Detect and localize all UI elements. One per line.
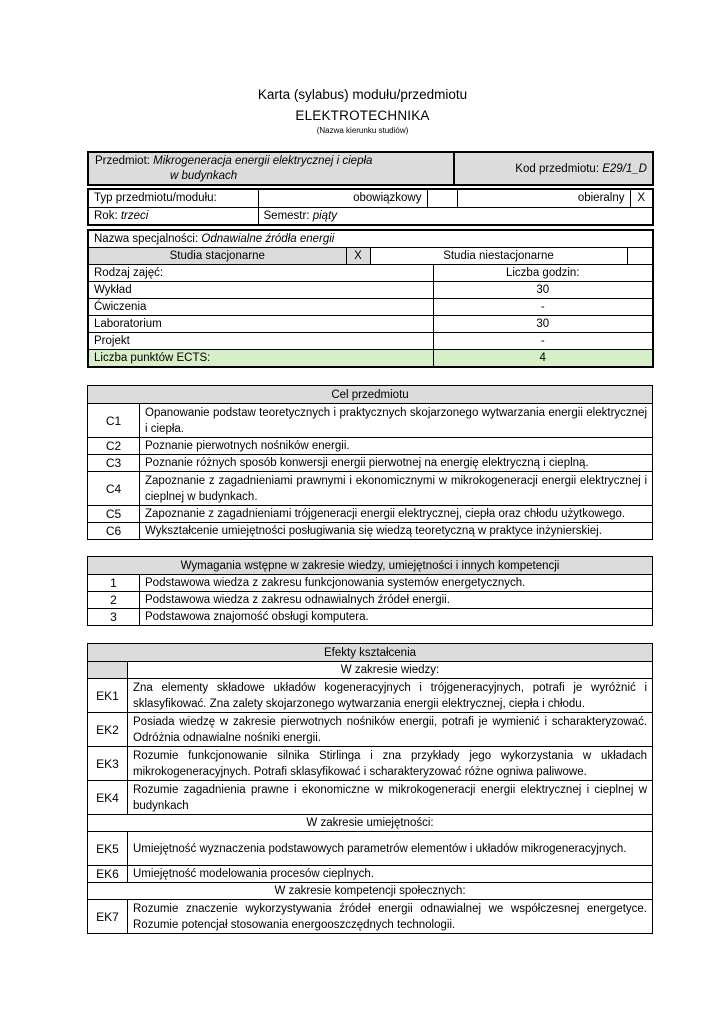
prereq-text: Podstawowa wiedza z zakresu funkcjonowania systemów energetycznych. [140,575,653,592]
hours-header: Liczba godzin: [433,265,653,282]
prereq-id: 3 [88,609,140,626]
class-name: Ćwiczenia [88,299,433,316]
goal-text: Poznanie pierwotnych nośników energii. [140,438,653,455]
code-cell [454,152,653,185]
outcomes-table [87,643,653,934]
outcome-text: Posiada wiedzę w zakresie pierwotnych nośników energii, potrafi je wymienić i scharakteryzować. Odróżnia odnawialne nośniki energii. [128,713,653,747]
class-name: Wykład [88,282,433,299]
prereq-text: Podstawowa znajomość obsługi komputera. [140,609,653,626]
class-name: Projekt [88,333,433,350]
semester-label: Semestr: [263,209,310,222]
skills-title: W zakresie umiejętności: [88,815,653,832]
type-year-table [87,188,654,226]
outcome-id: EK1 [88,679,128,713]
specialty-label: Nazwa specjalności: [94,233,199,245]
ects-label: Liczba punktów ECTS: [88,350,433,368]
goal-id: C6 [88,523,140,540]
type-mandatory-mark [427,189,457,207]
social-title: W zakresie kompetencji społecznych: [88,883,653,900]
goal-id: C4 [88,472,140,506]
year-label: Rok: [94,209,118,222]
specialty-value: Odnawialne źródła energii [201,233,335,245]
code-label: Kod przedmiotu: [515,162,600,175]
ects-value: 4 [433,350,653,368]
knowledge-title: W zakresie wiedzy: [128,662,653,679]
goal-text: Poznanie różnych sposób konwersji energii pierwotnej na energię elektryczną i cieplną. [140,455,653,472]
prereq-id: 1 [88,575,140,592]
type-mandatory: obowiązkowy [258,189,427,207]
outcome-id: EK4 [88,781,128,815]
semester-cell [258,207,653,225]
goal-text: Opanowanie podstaw teoretycznych i praktycznych skojarzonego wytwarzania energii elektrycznej i ciepła. [140,404,653,438]
outcome-id: EK5 [88,832,128,866]
goal-text: Wykształcenie umiejętności posługiwania się wiedzą teoretyczną w praktyce inżynierskiej. [140,523,653,540]
prereq-id: 2 [88,592,140,609]
outcome-id: EK3 [88,747,128,781]
stationary-label: Studia stacjonarne [88,248,346,265]
goal-text: Zapoznanie z zagadnieniami trójgeneracji energii elektrycznej, ciepła oraz chłodu użytkowego. [140,506,653,523]
document-title: Karta (sylabus) modułu/przedmiotu [257,87,468,102]
outcomes-spacer [88,662,128,679]
nonstationary-label: Studia niestacjonarne [370,248,627,265]
nonstationary-mark [627,248,653,265]
specialty-cell [88,230,653,248]
semester-value: piąty [312,209,338,222]
goal-text: Zapoznanie z zagadnieniami prawnymi i ekonomicznymi w mikrokogeneracji energii elektrycznej i cieplnej w budynkach. [140,472,653,506]
class-hours: 30 [433,316,653,333]
type-elective: obieralny [457,189,630,207]
goal-id: C3 [88,455,140,472]
field-of-study-caption: (Nazwa kierunku studiów) [316,126,409,135]
subject-header-table [87,151,654,186]
goal-id: C5 [88,506,140,523]
code-value: E29/1_D [602,162,647,175]
subject-cell [88,152,454,185]
field-of-study: ELEKTROTECHNIKA [295,108,430,123]
outcome-id: EK7 [88,900,128,934]
goals-title: Cel przedmiotu [88,386,653,404]
class-hours: - [433,299,653,316]
classes-header: Rodzaj zajęć: [88,265,433,282]
outcomes-title: Efekty kształcenia [88,644,653,662]
outcome-text: Rozumie znaczenie wykorzystywania źródeł energii odnawialnej we współczesnej energetyce. Rozumie potencjał stosowania energooszczędnych technologii. [128,900,653,934]
class-hours: - [433,333,653,350]
class-hours: 30 [433,282,653,299]
subject-name-line2: w budynkach [170,169,238,182]
outcome-text: Zna elementy składowe układów kogeneracyjnych i trójgeneracyjnych, potrafi je wyróżnić i sklasyfikować. Zna zalety skojarzonego wytwarzania energii elektrycznej, ciepła i chłodu. [128,679,653,713]
outcome-text: Rozumie zagadnienia prawne i ekonomiczne w mikrokogeneracji energii elektrycznej i cieplnej w budynkach [128,781,653,815]
prereq-title: Wymagania wstępne w zakresie wiedzy, umiejętności i innych kompetencji [88,557,653,575]
year-cell [88,207,258,225]
goal-id: C2 [88,438,140,455]
type-elective-mark: X [630,189,653,207]
type-label: Typ przedmiotu/modułu: [88,189,258,207]
outcome-text: Umiejętność wyznaczenia podstawowych parametrów elementów i układów mikrogeneracyjnych. [128,832,653,866]
prereq-text: Podstawowa wiedza z zakresu odnawialnych źródeł energii. [140,592,653,609]
subject-name-line1: Mikrogeneracja energii elektrycznej i ciepła [153,154,373,167]
outcome-text: Rozumie funkcjonowanie silnika Stirlinga i zna przykłady jego wykorzystania w układach mikrokogeneracyjnych. Potrafi sklasyfikować i scharakteryzować różne ogniwa paliwowe. [128,747,653,781]
classes-table [87,229,654,368]
outcome-text: Umiejętność modelowania procesów cieplnych. [128,866,653,883]
outcome-id: EK6 [88,866,128,883]
stationary-mark: X [346,248,370,265]
subject-label: Przedmiot: [95,154,150,167]
goals-table [87,385,653,540]
year-value: trzeci [120,209,149,222]
outcome-id: EK2 [88,713,128,747]
class-name: Laboratorium [88,316,433,333]
prereq-table [87,556,653,626]
goal-id: C1 [88,404,140,438]
